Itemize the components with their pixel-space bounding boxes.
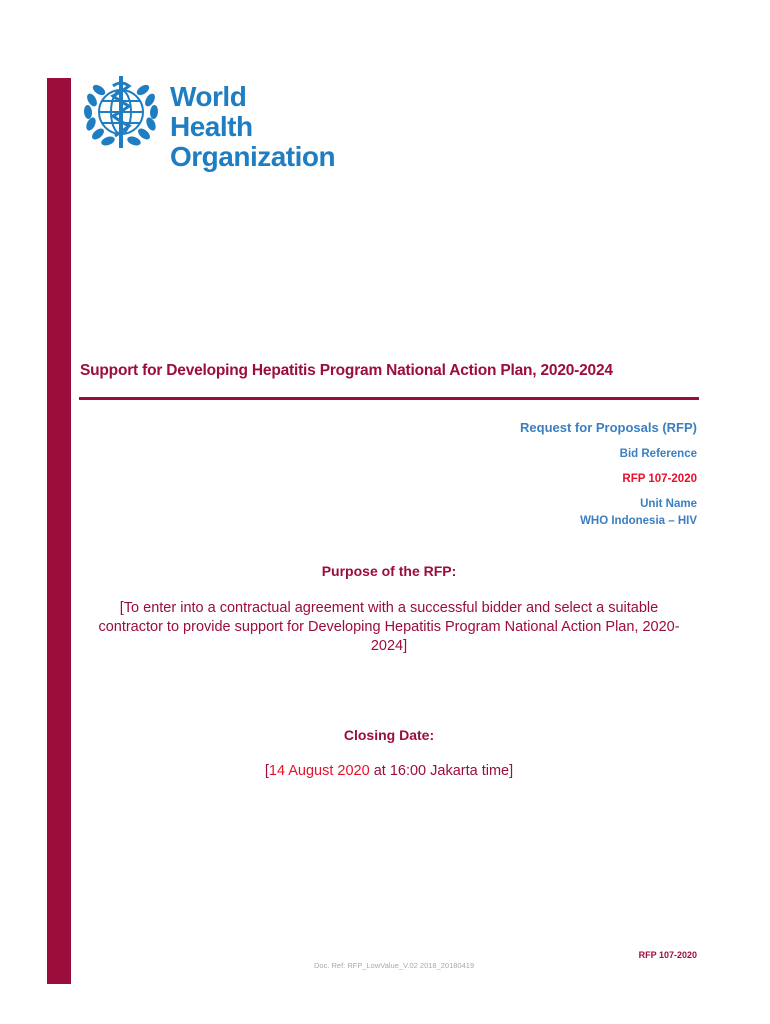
- unit-name-label: Unit Name: [640, 498, 697, 510]
- footer-rfp-reference: RFP 107-2020: [638, 950, 697, 960]
- closing-date-value: 14 August 2020: [268, 763, 370, 779]
- rfp-metadata: [520, 420, 697, 538]
- logo-line-2: Organization: [170, 141, 336, 172]
- unit-name-value: WHO Indonesia – HIV: [580, 515, 697, 527]
- footer-doc-reference: Doc. Ref: RFP_LowValue_V.02 2018_20180419: [314, 961, 475, 970]
- rfp-label: Request for Proposals (RFP): [520, 420, 697, 435]
- purpose-heading: Purpose of the RFP:: [321, 563, 457, 579]
- title-divider: [79, 397, 699, 400]
- logo-line-1: World Health: [170, 81, 253, 142]
- closing-time-text: at 16:00 Jakarta time]: [369, 763, 514, 779]
- closing-date-text: [0, 763, 770, 779]
- who-wordmark: [170, 82, 335, 172]
- closing-date-heading: Closing Date:: [343, 727, 435, 743]
- bid-reference-label: Bid Reference: [619, 448, 697, 460]
- closing-open-bracket: [: [264, 763, 269, 779]
- purpose-text: [To enter into a contractual agreement with a successful bidder and select a suitable contractor to provide support for Developing Hepatitis Program National Action Plan, 2020-2024]: [98, 600, 680, 654]
- bid-reference-value: RFP 107-2020: [622, 473, 697, 485]
- who-logo: [80, 72, 336, 172]
- document-title: Support for Developing Hepatitis Program National Action Plan, 2020-2024: [80, 362, 613, 379]
- side-accent-bar: [47, 78, 71, 984]
- who-emblem-icon: [80, 72, 162, 152]
